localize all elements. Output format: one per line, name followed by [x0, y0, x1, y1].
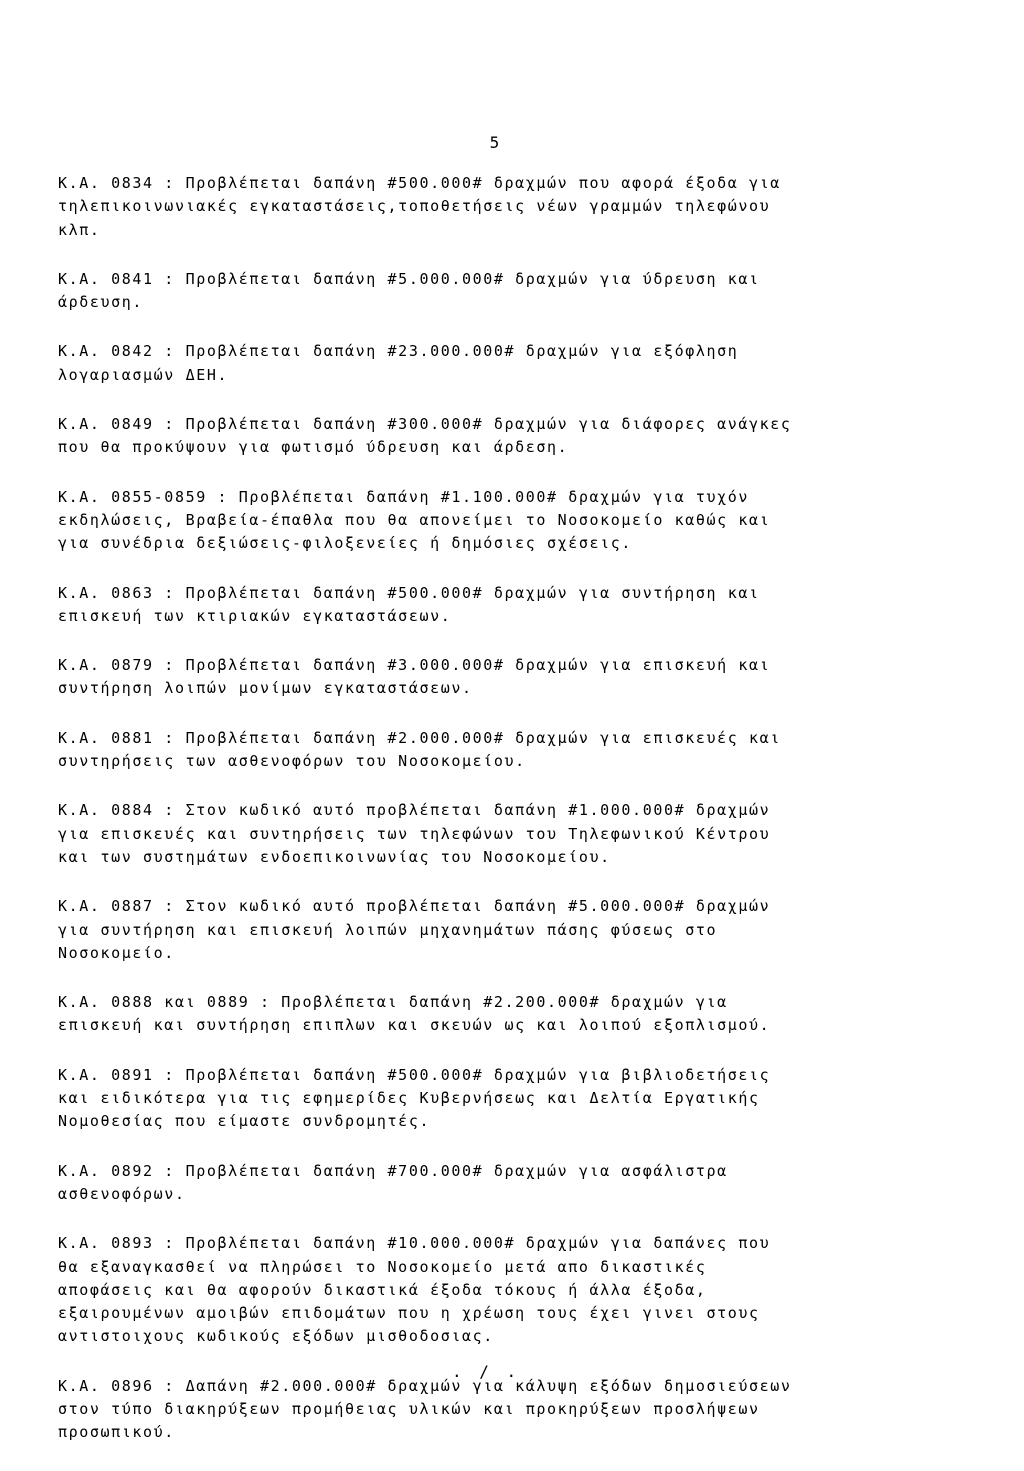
entry-line: Κ.Α. 0888 και 0889 : Προβλέπεται δαπάνη #2.200.000# δραχμών για	[58, 993, 728, 1012]
entry-line: στον τύπο διακηρύξεων προμήθειας υλικών και προκηρύξεων προσλήψεων	[58, 1399, 760, 1418]
entry-line: Κ.Α. 0893 : Προβλέπεται δαπάνη #10.000.000# δραχμών για δαπάνες που	[58, 1234, 771, 1253]
entry-line: εκδηλώσεις, Βραβεία-έπαθλα που θα απονείμει το Νοσοκομείο καθώς και	[58, 510, 771, 529]
entry-line: Κ.Α. 0879 : Προβλέπεται δαπάνη #3.000.000# δραχμών για επισκευή και	[58, 656, 771, 675]
entry-line: Κ.Α. 0863 : Προβλέπεται δαπάνη #500.000# δραχμών για συντήρηση και	[58, 583, 760, 602]
entry-line: Κ.Α. 0855-0859 : Προβλέπεται δαπάνη #1.100.000# δραχμών για τυχόν	[58, 487, 749, 506]
entry-line: για συνέδρια δεξιώσεις-φιλοξενείες ή δημόσιες σχέσεις.	[58, 534, 633, 553]
entry-line: για επισκευές και συντηρήσεις των τηλεφώνων του Τηλεφωνικού Κέντρου	[58, 824, 771, 843]
entry-line: Κ.Α. 0887 : Στον κωδικό αυτό προβλέπεται δαπάνη #5.000.000# δραχμών	[58, 897, 771, 916]
entry-line: Κ.Α. 0881 : Προβλέπεται δαπάνη #2.000.000# δραχμών για επισκευές και	[58, 728, 781, 747]
budget-entry	[58, 1064, 958, 1134]
entry-line: αποφάσεις και θα αφορούν δικαστικά έξοδα τόκους ή άλλα έξοδα,	[58, 1280, 707, 1299]
entry-line: αντιστοιχους κωδικούς εξόδων μισθοδοσιας.	[58, 1327, 494, 1346]
budget-entry	[58, 413, 958, 460]
budget-entry	[58, 172, 958, 242]
entry-line: Κ.Α. 0884 : Στον κωδικό αυτό προβλέπεται δαπάνη #1.000.000# δραχμών	[58, 801, 771, 820]
entry-line: άρδευση.	[58, 293, 144, 312]
budget-entry	[58, 1232, 958, 1348]
entry-line: Κ.Α. 0891 : Προβλέπεται δαπάνη #500.000# δραχμών για βιβλιοδετήσεις	[58, 1065, 771, 1084]
budget-entry	[58, 582, 958, 629]
entry-line: Κ.Α. 0841 : Προβλέπεται δαπάνη #5.000.000# δραχμών για ύδρευση και	[58, 269, 760, 288]
budget-entry	[58, 799, 958, 869]
entry-line: και των συστημάτων ενδοεπικοινωνίας του Νοσοκομείου.	[58, 847, 611, 866]
budget-entry	[58, 340, 958, 387]
entry-line: συντηρήσεις των ασθενοφόρων του Νοσοκομείου.	[58, 752, 526, 771]
budget-entry	[58, 991, 958, 1038]
entry-line: τηλεπικοινωνιακές εγκαταστάσεις,τοποθετήσεις νέων γραμμών τηλεφώνου	[58, 197, 771, 216]
budget-entries	[58, 172, 958, 1471]
entry-line: Κ.Α. 0842 : Προβλέπεται δαπάνη #23.000.000# δραχμών για εξόφληση	[58, 342, 739, 361]
entry-line: συντήρηση λοιπών μονίμων εγκαταστάσεων.	[58, 679, 473, 698]
entry-line: λογαριασμών ΔΕΗ.	[58, 365, 229, 384]
entry-line: θα εξαναγκασθεί να πληρώσει το Νοσοκομείο μετά απο δικαστικές	[58, 1257, 707, 1276]
entry-line: εξαιρουμένων αμοιβών επιδομάτων που η χρέωση τους έχει γινει στους	[58, 1304, 760, 1323]
entry-line: Κ.Α. 0896 : Δαπάνη #2.000.000# δραχμών για κάλυψη εξόδων δημοσιεύσεων	[58, 1376, 792, 1395]
entry-line: Νομοθεσίας που είμαστε συνδρομητές.	[58, 1112, 431, 1131]
entry-line: επισκευή και συντήρηση επιπλων και σκευών ως και λοιπού εξοπλισμού.	[58, 1016, 771, 1035]
budget-entry	[58, 654, 958, 701]
budget-entry	[58, 1160, 958, 1207]
page-number: 5	[489, 133, 501, 152]
budget-entry	[58, 1375, 958, 1445]
entry-line: ασθενοφόρων.	[58, 1184, 186, 1203]
entry-line: και ειδικότερα για τις εφημερίδες Κυβερνήσεως και Δελτία Εργατικής	[58, 1089, 760, 1108]
budget-entry	[58, 486, 958, 556]
continuation-mark: . / .	[452, 1362, 521, 1381]
budget-entry	[58, 268, 958, 315]
entry-line: Κ.Α. 0849 : Προβλέπεται δαπάνη #300.000# δραχμών για διάφορες ανάγκες	[58, 415, 792, 434]
entry-line: επισκευή των κτιριακών εγκαταστάσεων.	[58, 606, 452, 625]
budget-entry	[58, 727, 958, 774]
entry-line: για συντήρηση και επισκευή λοιπών μηχανημάτων πάσης φύσεως στο	[58, 920, 718, 939]
entry-line: που θα προκύψουν για φωτισμό ύδρευση και άρδεση.	[58, 438, 569, 457]
entry-line: κλπ.	[58, 220, 101, 239]
budget-entry	[58, 895, 958, 965]
entry-line: προσωπικού.	[58, 1423, 175, 1442]
entry-line: Κ.Α. 0892 : Προβλέπεται δαπάνη #700.000# δραχμών για ασφάλιστρα	[58, 1161, 728, 1180]
entry-line: Νοσοκομείο.	[58, 943, 175, 962]
entry-line: Κ.Α. 0834 : Προβλέπεται δαπάνη #500.000# δραχμών που αφορά έξοδα για	[58, 174, 781, 192]
